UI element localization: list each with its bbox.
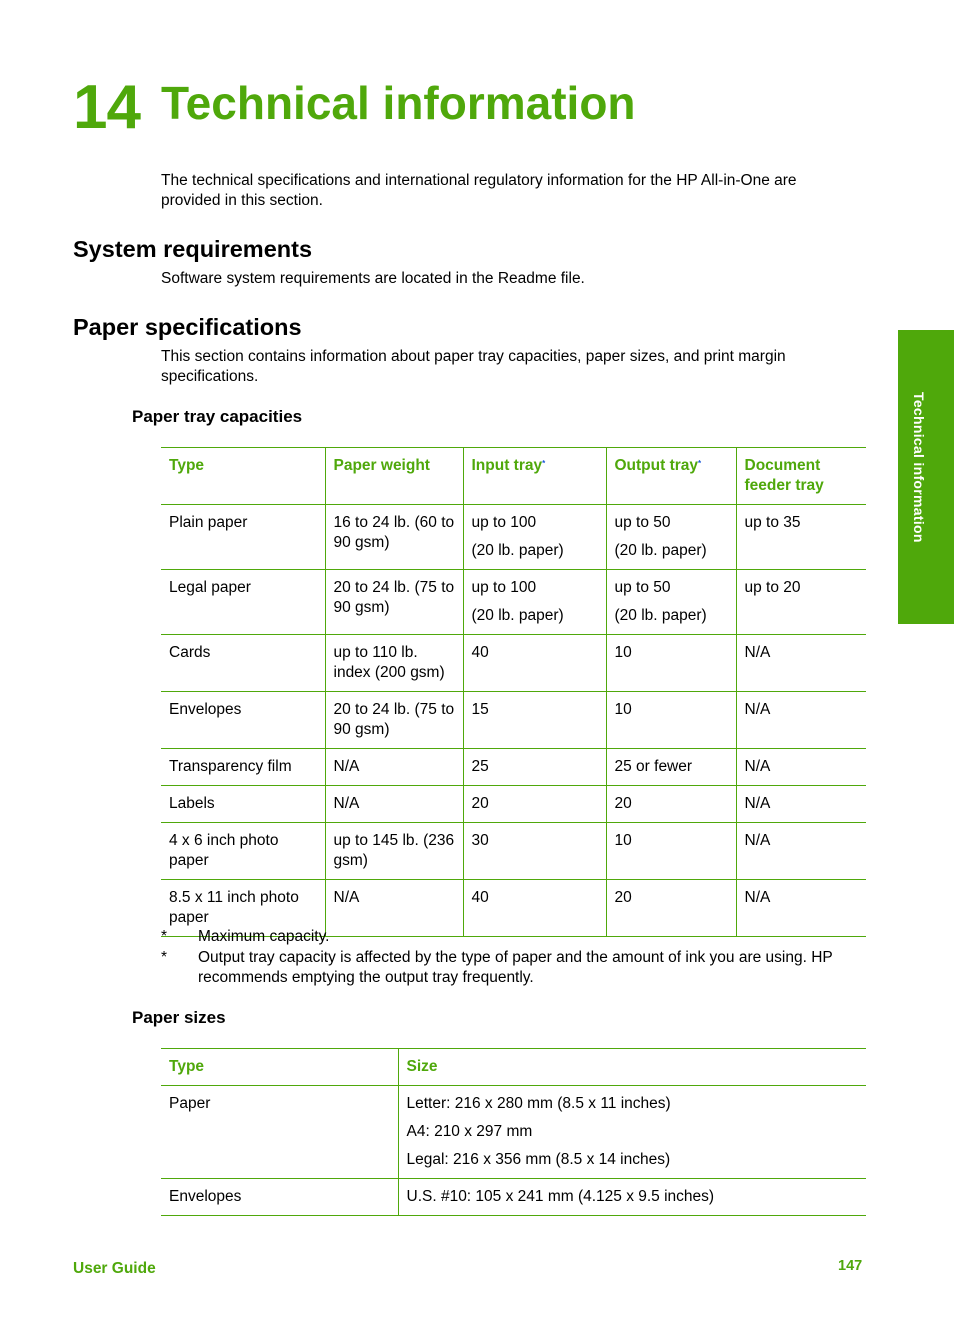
paper-tray-table bbox=[161, 447, 866, 937]
paper-sizes-heading: Paper sizes bbox=[132, 1008, 226, 1027]
paper-tray-capacities-heading: Paper tray capacities bbox=[132, 407, 303, 426]
cell-weight: 16 to 24 lb. (60 to 90 gsm) bbox=[325, 505, 463, 570]
cell-type: Plain paper bbox=[169, 514, 248, 531]
table-row bbox=[161, 692, 866, 749]
footer-title: User Guide bbox=[73, 1260, 156, 1277]
table-header-row bbox=[161, 448, 866, 505]
table-footnotes bbox=[161, 927, 861, 988]
footnote-mark: * bbox=[698, 459, 702, 468]
paper-specifications-heading: Paper specifications bbox=[73, 314, 302, 340]
cell-feeder: up to 20 bbox=[736, 570, 866, 635]
table-row bbox=[161, 505, 866, 570]
column-header-paper-weight: Paper weight bbox=[325, 448, 463, 505]
cell-output: up to 50 (20 lb. paper) bbox=[606, 505, 736, 570]
column-header-size: Size bbox=[398, 1049, 866, 1086]
footnote: * Maximum capacity. bbox=[161, 928, 330, 945]
side-tab-label: Technical information bbox=[911, 392, 927, 543]
cell-size: Letter: 216 x 280 mm (8.5 x 11 inches) A4: 210 x 297 mm Legal: 216 x 356 mm (8.5 x 14 inches) bbox=[398, 1086, 866, 1179]
table-row bbox=[161, 823, 866, 880]
table-header-row bbox=[161, 1049, 866, 1086]
cell-weight: N/A bbox=[325, 749, 463, 786]
cell-input: 30 bbox=[463, 823, 606, 880]
column-header-type: Type bbox=[169, 1058, 205, 1075]
cell-weight: 20 to 24 lb. (75 to 90 gsm) bbox=[325, 570, 463, 635]
cell-output: up to 50 (20 lb. paper) bbox=[606, 570, 736, 635]
cell-input: 15 bbox=[463, 692, 606, 749]
cell-input: 25 bbox=[463, 749, 606, 786]
cell-input: 40 bbox=[463, 635, 606, 692]
cell-type: Cards bbox=[169, 644, 211, 661]
table-row bbox=[161, 786, 866, 823]
paper-sizes-table bbox=[161, 1048, 866, 1216]
column-header-output-tray: Output tray* bbox=[606, 448, 736, 505]
cell-input: up to 100 (20 lb. paper) bbox=[463, 570, 606, 635]
cell-input: up to 100 (20 lb. paper) bbox=[463, 505, 606, 570]
cell-type: 8.5 x 11 inch photo paper bbox=[169, 889, 299, 926]
cell-feeder: N/A bbox=[736, 786, 866, 823]
cell-type: Labels bbox=[169, 795, 215, 812]
paper-specifications-text: This section contains information about paper tray capacities, paper sizes, and print margin specifications. bbox=[161, 348, 786, 385]
table-row bbox=[161, 635, 866, 692]
footnote: * Output tray capacity is affected by the type of paper and the amount of ink you are using. HP recommends emptying the output tray frequently. bbox=[161, 949, 833, 986]
cell-output: 10 bbox=[606, 692, 736, 749]
side-tab bbox=[898, 330, 954, 624]
table-row bbox=[161, 749, 866, 786]
cell-output: 10 bbox=[606, 823, 736, 880]
cell-type: Paper bbox=[169, 1095, 211, 1112]
cell-output: 20 bbox=[606, 786, 736, 823]
cell-weight: N/A bbox=[325, 880, 463, 937]
cell-type: Legal paper bbox=[169, 579, 251, 596]
cell-input: 40 bbox=[463, 880, 606, 937]
table-row bbox=[161, 1179, 866, 1216]
table-row bbox=[161, 570, 866, 635]
cell-weight: 20 to 24 lb. (75 to 90 gsm) bbox=[325, 692, 463, 749]
footnote-mark: * bbox=[542, 459, 546, 468]
cell-output: 10 bbox=[606, 635, 736, 692]
cell-type: Transparency film bbox=[169, 758, 292, 775]
cell-feeder: up to 35 bbox=[736, 505, 866, 570]
cell-type: Envelopes bbox=[169, 1188, 242, 1205]
cell-weight: N/A bbox=[325, 786, 463, 823]
cell-feeder: N/A bbox=[736, 823, 866, 880]
table-row bbox=[161, 1086, 866, 1179]
page-number: 147 bbox=[838, 1258, 863, 1274]
cell-type: Envelopes bbox=[169, 701, 242, 718]
cell-input: 20 bbox=[463, 786, 606, 823]
cell-size: U.S. #10: 105 x 241 mm (4.125 x 9.5 inches) bbox=[398, 1179, 866, 1216]
chapter-title: Technical information bbox=[161, 77, 636, 129]
cell-type: 4 x 6 inch photo paper bbox=[169, 832, 279, 869]
cell-feeder: N/A bbox=[736, 880, 866, 937]
cell-output: 20 bbox=[606, 880, 736, 937]
cell-feeder: N/A bbox=[736, 692, 866, 749]
cell-weight: up to 110 lb. index (200 gsm) bbox=[325, 635, 463, 692]
intro-paragraph: The technical specifications and international regulatory information for the HP All-in-One are provided in this section. bbox=[161, 172, 797, 209]
chapter-number: 14 bbox=[73, 73, 140, 142]
system-requirements-text: Software system requirements are located in the Readme file. bbox=[161, 270, 585, 287]
cell-output: 25 or fewer bbox=[606, 749, 736, 786]
column-header-document-feeder-tray: Document feeder tray bbox=[736, 448, 866, 505]
column-header-type: Type bbox=[169, 457, 205, 474]
cell-feeder: N/A bbox=[736, 749, 866, 786]
column-header-input-tray: Input tray* bbox=[463, 448, 606, 505]
cell-feeder: N/A bbox=[736, 635, 866, 692]
cell-weight: up to 145 lb. (236 gsm) bbox=[325, 823, 463, 880]
system-requirements-heading: System requirements bbox=[73, 236, 313, 262]
